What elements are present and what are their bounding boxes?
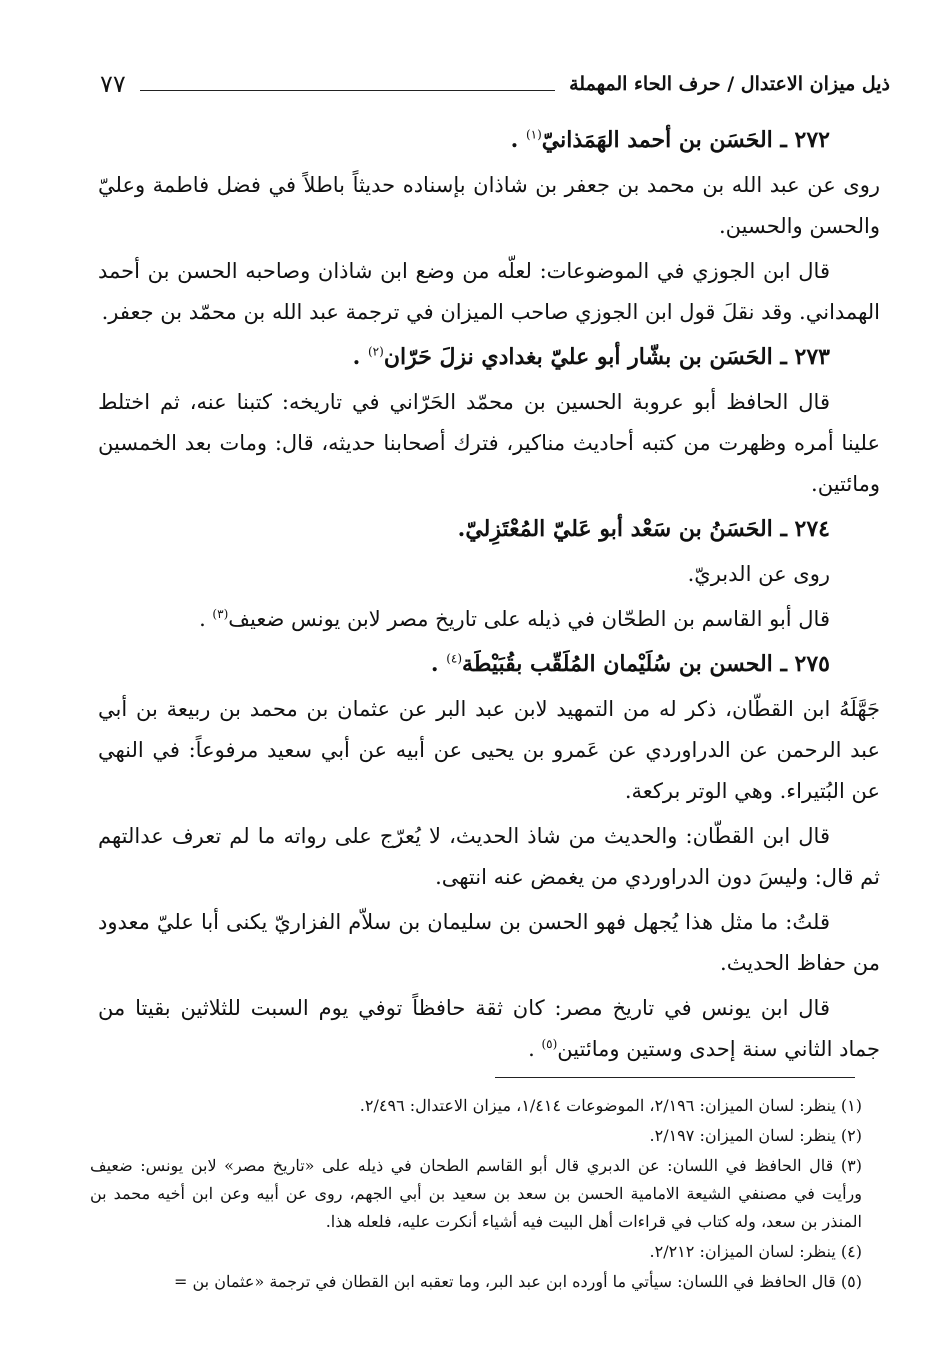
- footnote-separator: [495, 1077, 855, 1078]
- entry-heading-272: ٢٧٢ ـ الحَسَن بن أحمد الهَمَذانيّ$^{(١)}$ .: [510, 127, 830, 153]
- footnote-marker: (٢): [367, 344, 384, 359]
- footnote-4: (٤) ينظر: لسان الميزان: ٢/٢١٢.: [649, 1242, 862, 1261]
- footnote-marker: (٣): [212, 607, 229, 621]
- main-text: [98, 120, 880, 1074]
- footnote-marker: (٤): [446, 651, 463, 666]
- footnote-2: (٢) ينظر: لسان الميزان: ٢/١٩٧.: [649, 1126, 862, 1145]
- entry-heading-text: ٢٧٥ ـ الحسن بن سُلَيْمان المُلَقّب بقُبَيْطَة: [462, 651, 830, 677]
- paragraph: قال ابن الجوزي في الموضوعات: لعلّه من وضع ابن شاذان وصاحبه الحسن بن أحمد الهمداني. وقد نقلَ قول ابن الجوزي صاحب الميزان في ترجمة عبد الله بن محمّد بن جعفر.: [98, 259, 880, 324]
- entry-heading-273: ٢٧٣ ـ الحَسَن بن بشّار أبو عليّ بغدادي نزلَ حَرّان$^{(٢)}$ .: [352, 344, 830, 370]
- footnotes: [90, 1092, 862, 1298]
- footnote-marker: (٥): [541, 1037, 558, 1051]
- running-header: [100, 60, 890, 108]
- running-title: ذيل ميزان الاعتدال / حرف الحاء المهملة: [569, 73, 890, 95]
- entry-heading-text: ٢٧٢ ـ الحَسَن بن أحمد الهَمَذانيّ: [541, 127, 830, 153]
- entry-heading-275: ٢٧٥ ـ الحسن بن سُلَيْمان المُلَقّب بقُبَيْطَة$^{(٤)}$ .: [430, 651, 830, 677]
- paragraph-text: قال ابن يونس في تاريخ مصر: كان ثقة حافظاً توفي يوم السبت للثلاثين بقيتا من جماد الثاني سنة إحدى وستين ومائتين: [98, 996, 880, 1061]
- entry-heading-274: [98, 509, 880, 550]
- paragraph: قال الحافظ أبو عروبة الحسين بن محمّد الحَرّاني في تاريخه: كتبنا عنه، ثم اختلط علينا أمره وظهرت من كتبه أحاديث مناكير، فترك أصحابنا حديثه، قال: ومات بعد الخمسين ومائتين.: [98, 390, 880, 496]
- entry-heading-text: ٢٧٤ ـ الحَسَنُ بن سَعْد أبو عَليّ المُعْتَزِليّ.: [457, 516, 830, 542]
- paragraph: قال أبو القاسم بن الطحّان في ذيله على تاريخ مصر لابن يونس ضعيف$^{(٣)}$ .: [199, 607, 830, 631]
- paragraph: روى عن الدبريّ.: [687, 562, 830, 586]
- paragraph: روى عن عبد الله بن محمد بن جعفر بن شاذان بإسناده حديثاً باطلاً في فضل فاطمة وعليّ والحسن والحسين.: [98, 173, 880, 238]
- paragraph: قال ابن القطّان: والحديث من شاذ الحديث، لا يُعرّج على رواته ما لم تعرف عدالتهم ثم قال: وليسَ دون الدراوردي من يغمض عنه انتهى.: [98, 824, 880, 889]
- paragraph: قلتُ: ما مثل هذا يُجهل فهو الحسن بن سليمان بن سلاّم الفزاريّ يكنى أبا عليّ معدود من حفاظ الحديث.: [98, 910, 880, 975]
- footnote-1: (١) ينظر: لسان الميزان: ٢/١٩٦، الموضوعات ١/٤١٤، ميزان الاعتدال: ٢/٤٩٦.: [359, 1096, 862, 1115]
- paragraph: قال ابن يونس في تاريخ مصر: كان ثقة حافظاً توفي يوم السبت للثلاثين بقيتا من جماد الثاني سنة إحدى وستين ومائتين$^{(٥)}$ .: [98, 996, 880, 1061]
- footnote-3: (٣) قال الحافظ في اللسان: عن الدبري قال أبو القاسم الطحان في ذيله على «تاريخ مصر» لابن يونس: ضعيف ورأيت في مصنفي الشيعة الامامية الحسن بن سعد بن سعيد بن أبي الجهم، روى عن أبيه وعن ابن أخيه محمد بن المنذر بن سعد، وله كتاب في قراءات أهل البيت فيه أشياء أنكرت عليه، فلعله هذا.: [90, 1156, 862, 1231]
- paragraph-text: قال أبو القاسم بن الطحّان في ذيله على تاريخ مصر لابن يونس ضعيف: [228, 607, 830, 631]
- entry-heading-text: ٢٧٣ ـ الحَسَن بن بشّار أبو عليّ بغدادي نزلَ حَرّان: [383, 344, 830, 370]
- paragraph: جَهَّلَهُ ابن القطّان، ذكر له من التمهيد لابن عبد البر عن عثمان بن محمد بن ربيعة بن أبي عبد الرحمن عن الدراوردي عن عَمرو بن يحيى عن أبيه عن أبي سعيد مرفوعاً: في النهي عن البُتيراء. وهي الوتر بركعة.: [98, 697, 880, 803]
- page-number: ٧٧: [100, 70, 126, 98]
- footnote-5: (٥) قال الحافظ في اللسان: سيأتي ما أورده ابن عبد البر، وما تعقبه ابن القطان في ترجمة «عثمان بن =: [173, 1272, 862, 1291]
- footnote-marker: (١): [525, 127, 542, 142]
- header-rule: [140, 90, 555, 91]
